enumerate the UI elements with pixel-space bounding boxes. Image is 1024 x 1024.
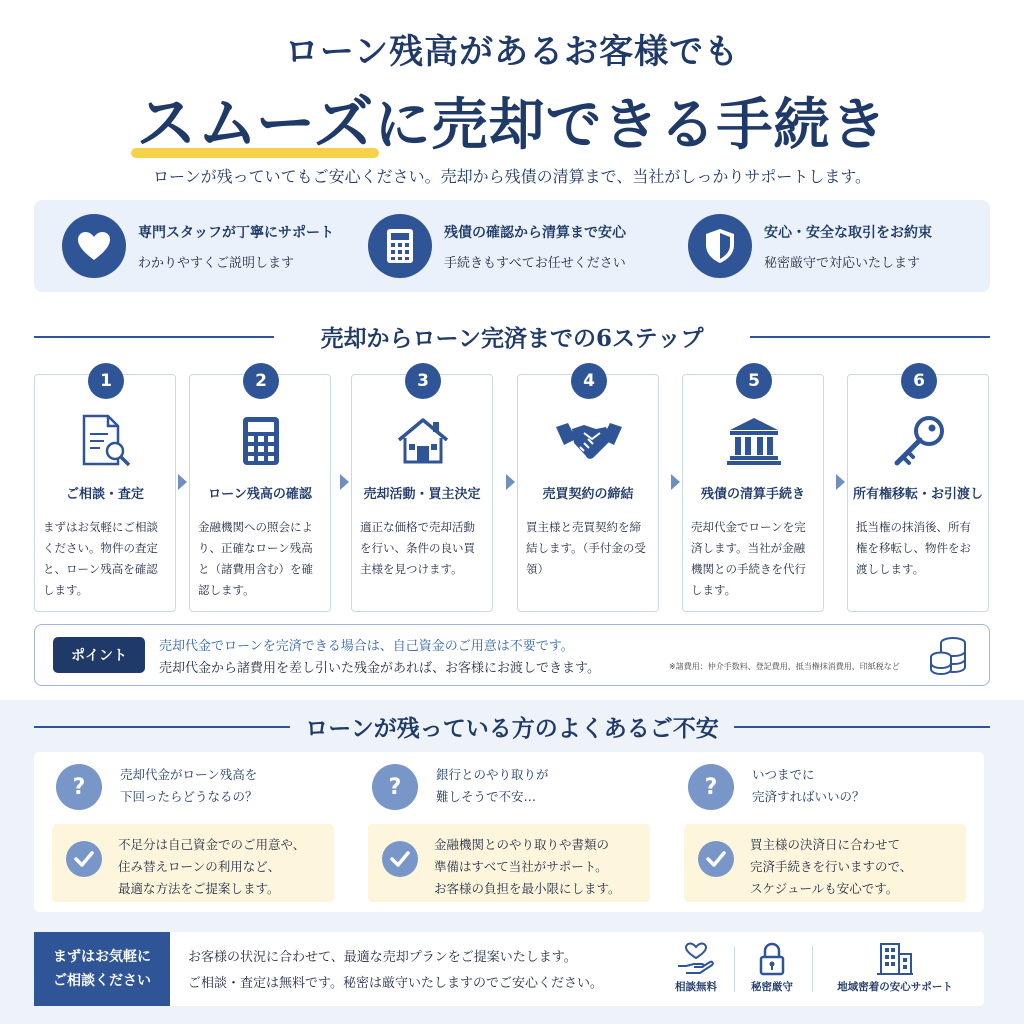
answer-line: 住み替えローンの利用など、 <box>118 859 281 874</box>
step-number: 6 <box>901 363 937 399</box>
feature-title: 専門スタッフが丁寧にサポート <box>138 225 334 241</box>
step-title: 残債の清算手続き <box>700 487 805 502</box>
feature-text: わかりやすくご説明します <box>138 256 295 271</box>
point-text-1: 売却代金でローンを完済できる場合は、自己資金のご用意は不要です。 <box>159 639 574 654</box>
step-number: 1 <box>88 363 124 399</box>
house-icon <box>388 413 458 469</box>
heart-hand-icon <box>666 942 726 979</box>
answer-line: 不足分は自己資金でのご用意や、 <box>118 837 306 852</box>
concerns-panel <box>34 752 984 912</box>
question-line: 難しそうで不安… <box>436 789 537 804</box>
steps-heading-text: 売却からローン完済までの6ステップ <box>320 325 704 352</box>
page-subtitle: ローンが残っていてもご安心ください。売却から残債の清算まで、当社がしっかりサポートします。 <box>152 167 872 186</box>
point-text-2: 売却代金から諸費用を差し引いた残金があれば、お客様にお渡しできます。 <box>159 661 600 676</box>
step-title: ローン残高の確認 <box>208 487 312 502</box>
concern-question <box>436 764 549 808</box>
step-arrow-icon <box>178 474 187 490</box>
answer-line: 買主様の決済日に合わせて <box>750 837 901 852</box>
step-description: まずはお気軽にご相談ください。物件の査定と、ローン残高を確認します。 <box>43 520 158 597</box>
cta-banner <box>34 932 984 1006</box>
step-description: 金融機関への照会により、正確なローン残高と（諸費用含む）を確認します。 <box>198 520 313 597</box>
answer-text <box>434 834 621 900</box>
cta-badge <box>742 942 802 994</box>
concern-question <box>120 764 258 808</box>
cta-label-line: まずはお気軽に <box>53 949 151 965</box>
concern-answer <box>52 824 334 902</box>
step-number: 3 <box>405 363 441 399</box>
feature-item <box>38 212 338 280</box>
title-rest: に売却できる手続き <box>374 92 888 158</box>
point-box <box>34 624 990 686</box>
step-description: 抵当権の抹消後、所有権を移転し、物件をお渡しします。 <box>856 520 971 576</box>
cta-badge <box>820 942 970 994</box>
question-icon: ? <box>372 764 418 810</box>
feature-text: 手続きもすべてお任せください <box>444 256 626 271</box>
divider <box>812 946 813 992</box>
title-highlight: スムーズ <box>137 76 375 162</box>
concerns-heading-text: ローンが残っている方のよくあるご不安 <box>305 715 719 742</box>
cta-label[interactable] <box>34 932 170 1006</box>
handshake-icon <box>554 413 624 469</box>
question-icon: ? <box>56 764 102 810</box>
question-line: 売却代金がローン残高を <box>120 767 258 782</box>
feature-item <box>344 212 644 280</box>
concern-card <box>350 752 650 912</box>
question-line: 銀行とのやり取りが <box>436 767 549 782</box>
shield-icon <box>688 214 752 278</box>
page-title-line1: ローン残高があるお客様でも <box>284 32 740 72</box>
cta-badge <box>666 942 726 994</box>
answer-line: 完済手続きを行いますので、 <box>750 859 913 874</box>
concern-answer <box>368 824 650 902</box>
lock-icon <box>742 942 802 979</box>
document-search-icon <box>71 413 141 469</box>
answer-line: スケジュールも安心です。 <box>750 881 899 896</box>
divider <box>734 946 735 992</box>
answer-line: 準備はすべて当社がサポート。 <box>434 859 608 874</box>
step-title: 売却活動・買主決定 <box>363 487 481 502</box>
step-card <box>682 371 824 612</box>
step-arrow-icon <box>340 474 349 490</box>
concern-answer <box>684 824 966 902</box>
answer-line: お客様の負担を最小限にします。 <box>434 881 621 896</box>
step-description: 買主様と売買契約を締結します。（手付金の受領） <box>526 520 646 576</box>
step-title: 所有権移転・お引渡し <box>852 487 983 502</box>
step-number: 5 <box>736 363 772 399</box>
feature-bar <box>34 200 990 292</box>
step-card <box>351 371 493 612</box>
step-card <box>34 371 176 612</box>
steps-heading <box>34 320 990 352</box>
step-description: 売却代金でローンを完済します。当社が金融機関との手続きを代行します。 <box>691 520 806 597</box>
feature-item <box>664 212 964 280</box>
question-line: 下回ったらどうなるの？ <box>120 789 258 804</box>
coins-icon <box>929 635 969 679</box>
step-description: 適正な価格で売却活動を行い、条件の良い買主様を見つけます。 <box>360 520 475 576</box>
step-card <box>189 371 331 612</box>
check-icon <box>698 841 734 877</box>
step-number: 2 <box>243 363 279 399</box>
concern-card <box>34 752 334 912</box>
key-icon <box>884 413 954 469</box>
concern-question <box>752 764 865 808</box>
answer-text <box>750 834 912 900</box>
cta-badge-label: 秘密厳守 <box>751 981 793 993</box>
cta-text-1: お客様の状況に合わせて、最適な売却プランをご提案いたします。 <box>188 950 577 965</box>
answer-line: 最適な方法をご提案します。 <box>118 881 280 896</box>
feature-text: 秘密厳守で対応いたします <box>764 256 921 271</box>
calculator-icon <box>226 413 296 469</box>
bank-icon <box>719 413 789 469</box>
question-line: いつまでに <box>752 767 815 782</box>
point-note: ※諸費用：仲介手数料、登記費用、抵当権抹消費用、印紙税など <box>669 662 900 671</box>
step-card <box>517 371 659 612</box>
concern-card <box>666 752 966 912</box>
heart-icon <box>62 214 126 278</box>
step-arrow-icon <box>836 474 845 490</box>
answer-text <box>118 834 305 900</box>
answer-line: 金融機関とのやり取りや書類の <box>434 837 610 852</box>
cta-badge-label: 相談無料 <box>675 981 717 993</box>
step-number: 4 <box>571 363 607 399</box>
feature-title: 安心・安全な取引をお約束 <box>764 225 932 241</box>
cta-badge-label: 地域密着の安心サポート <box>837 981 953 993</box>
check-icon <box>382 841 418 877</box>
feature-title: 残債の確認から清算まで安心 <box>444 225 626 241</box>
question-line: 完済すればいいの？ <box>752 789 865 804</box>
building-icon <box>820 942 970 979</box>
step-title: 売買契約の締結 <box>542 487 634 502</box>
cta-label-line: ご相談ください <box>53 973 151 989</box>
step-card <box>847 371 989 612</box>
concerns-heading <box>34 710 990 742</box>
cta-text-2: ご相談・査定は無料です。秘密は厳守いたしますのでご安心ください。 <box>188 976 603 991</box>
step-title: ご相談・査定 <box>65 487 144 502</box>
page-title-line2 <box>0 76 1024 162</box>
step-arrow-icon <box>671 474 680 490</box>
point-badge: ポイント <box>53 637 145 673</box>
check-icon <box>66 841 102 877</box>
calculator-icon <box>368 214 432 278</box>
question-icon: ? <box>688 764 734 810</box>
step-arrow-icon <box>506 474 515 490</box>
